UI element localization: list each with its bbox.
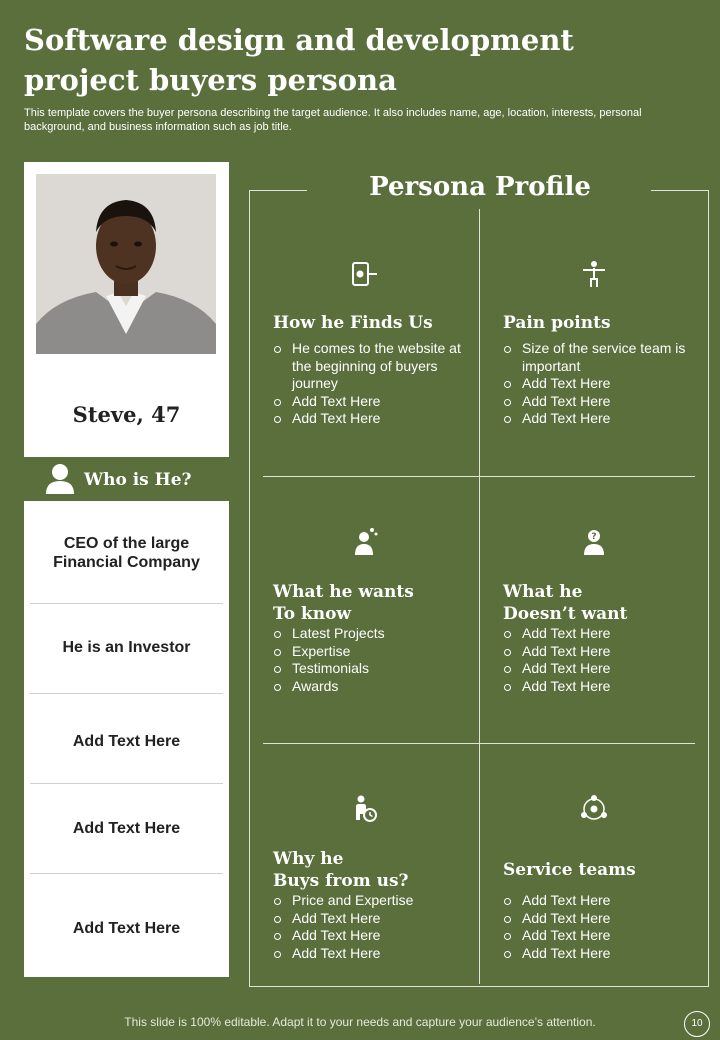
tablet-touch-icon (350, 259, 380, 289)
stress-person-icon (579, 259, 609, 289)
who-is-he-header (44, 462, 192, 498)
bullet-item: Add Text Here (503, 945, 703, 963)
list-item: Add Text Here (72, 732, 181, 750)
grid-divider (263, 743, 695, 744)
bullet-item: Awards (273, 678, 473, 696)
bullet-item: Add Text Here (503, 625, 703, 643)
person-clock-icon (350, 794, 380, 824)
page-number: 10 (684, 1011, 710, 1037)
bullet-item: Add Text Here (503, 643, 703, 661)
page-subtitle: This template covers the buyer persona describing the target audience. It also includes name, age, location, interests, personal background, and business information such as job title. (24, 107, 642, 133)
cell-bullets (273, 892, 473, 962)
list-item: CEO of the large Financial Company (53, 535, 200, 571)
footer-note: This slide is 100% editable. Adapt it to your needs and capture your audience’s attention. (124, 1015, 596, 1029)
question-person-icon (579, 527, 609, 557)
thinking-person-icon (350, 527, 380, 557)
bullet-item: Add Text Here (273, 927, 473, 945)
cell-title: What he Doesn’t want (503, 582, 628, 624)
bullet-item: Add Text Here (503, 910, 703, 928)
cell-title: Service teams (503, 860, 636, 880)
panel-border (651, 190, 709, 191)
bullet-item: He comes to the website at the beginning of buyers journey (273, 340, 473, 393)
grid-divider (263, 476, 695, 477)
bullet-item: Add Text Here (503, 660, 703, 678)
panel-border (249, 190, 307, 191)
team-gear-icon (579, 794, 609, 824)
cell-bullets (273, 625, 473, 695)
bullet-item: Add Text Here (503, 410, 703, 428)
bullet-item: Add Text Here (273, 393, 473, 411)
page-title: Software design and development project buyers persona (24, 23, 574, 97)
cell-title: What he wants To know (273, 582, 414, 624)
divider (30, 873, 223, 874)
list-item: He is an Investor (62, 638, 191, 656)
bullet-item: Add Text Here (273, 945, 473, 963)
bullet-item: Add Text Here (273, 410, 473, 428)
persona-name: Steve, 47 (72, 402, 181, 427)
who-is-he-label: Who is He? (84, 470, 192, 490)
bullet-item: Price and Expertise (273, 892, 473, 910)
divider (30, 693, 223, 694)
persona-profile-title: Persona Profile (369, 172, 591, 202)
profile-card (24, 162, 229, 457)
divider (30, 603, 223, 604)
bullet-item: Size of the service team is important (503, 340, 703, 375)
bullet-item: Add Text Here (503, 892, 703, 910)
list-item: Add Text Here (72, 919, 181, 937)
bullet-item: Add Text Here (503, 393, 703, 411)
cell-title: Pain points (503, 313, 611, 333)
bullet-item: Expertise (273, 643, 473, 661)
cell-bullets (503, 340, 703, 428)
bullet-item: Latest Projects (273, 625, 473, 643)
cell-bullets (503, 892, 703, 962)
bullet-item: Add Text Here (273, 910, 473, 928)
cell-title: Why he Buys from us? (273, 849, 409, 891)
facts-list (24, 501, 229, 977)
user-icon (44, 462, 76, 499)
bullet-item: Add Text Here (503, 678, 703, 696)
cell-title: How he Finds Us (273, 313, 433, 333)
person-portrait-photo (36, 174, 216, 354)
svg-text:?: ? (591, 532, 597, 542)
divider (30, 783, 223, 784)
cell-bullets (503, 625, 703, 695)
list-item: Add Text Here (72, 819, 181, 837)
bullet-item: Testimonials (273, 660, 473, 678)
cell-bullets (273, 340, 473, 428)
bullet-item: Add Text Here (503, 927, 703, 945)
bullet-item: Add Text Here (503, 375, 703, 393)
grid-divider (479, 209, 480, 984)
